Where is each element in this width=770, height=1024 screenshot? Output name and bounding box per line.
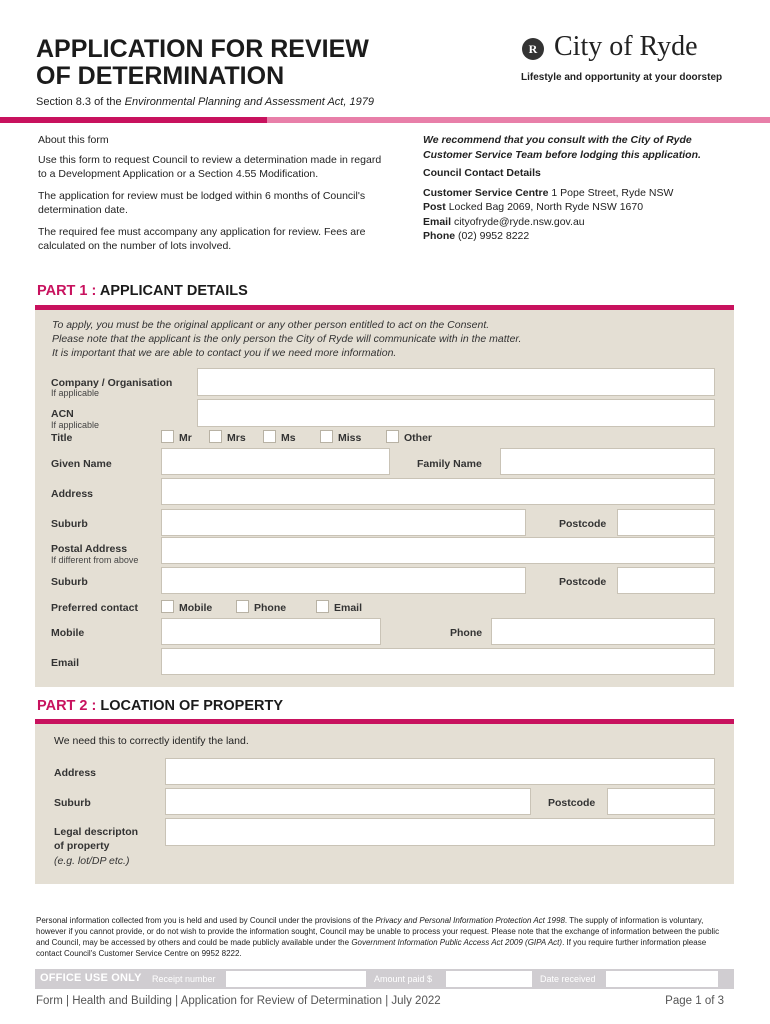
pref-email-label: Email bbox=[334, 602, 363, 614]
recommend-note: We recommend that you consult with the City of Ryde Customer Service Team before lodging this application. bbox=[423, 134, 701, 161]
mobile-label: Mobile bbox=[51, 627, 85, 639]
title-other-label: Other bbox=[404, 432, 433, 444]
address-input[interactable] bbox=[161, 478, 715, 505]
title-mr-label: Mr bbox=[179, 432, 192, 444]
title-mr-checkbox[interactable] bbox=[161, 430, 174, 443]
property-postcode-input[interactable] bbox=[607, 788, 715, 815]
company-if-applicable: If applicable bbox=[51, 388, 100, 398]
property-suburb-input[interactable] bbox=[165, 788, 531, 815]
suburb-input[interactable] bbox=[161, 509, 526, 536]
contact-post: Post Locked Bag 2069, North Ryde NSW 1670 bbox=[423, 201, 644, 213]
acn-input[interactable] bbox=[197, 399, 715, 427]
postal-postcode-input[interactable] bbox=[617, 567, 715, 594]
logo-mark-icon: R bbox=[522, 38, 544, 60]
suburb-label: Suburb bbox=[51, 518, 88, 530]
acn-if-applicable: If applicable bbox=[51, 420, 100, 430]
about-heading: About this form bbox=[38, 134, 109, 146]
amount-paid-label: Amount paid $ bbox=[374, 974, 433, 984]
property-address-label: Address bbox=[54, 767, 97, 779]
amount-paid-input[interactable] bbox=[446, 971, 532, 987]
title-ms-checkbox[interactable] bbox=[263, 430, 276, 443]
title-line-1: APPLICATION FOR REVIEW bbox=[36, 35, 369, 63]
postal-address-input[interactable] bbox=[161, 537, 715, 564]
header-band-light bbox=[267, 117, 770, 123]
pref-phone-label: Phone bbox=[254, 602, 287, 614]
postcode-label: Postcode bbox=[559, 518, 607, 530]
title-other-checkbox[interactable] bbox=[386, 430, 399, 443]
receipt-number-input[interactable] bbox=[226, 971, 366, 987]
company-input[interactable] bbox=[197, 368, 715, 396]
subtitle: Section 8.3 of the Environmental Planning and Assessment Act, 1979 bbox=[36, 96, 374, 108]
title-label: Title bbox=[51, 432, 73, 444]
about-para-2: The application for review must be lodged within 6 months of Council's determination date. bbox=[38, 189, 366, 216]
postal-postcode-label: Postcode bbox=[559, 576, 607, 588]
postal-address-label: Postal Address bbox=[51, 543, 128, 555]
postcode-input[interactable] bbox=[617, 509, 715, 536]
address-label: Address bbox=[51, 488, 94, 500]
pref-phone-checkbox[interactable] bbox=[236, 600, 249, 613]
contact-csc: Customer Service Centre 1 Pope Street, Ryde NSW bbox=[423, 186, 674, 199]
title-ms-label: Ms bbox=[281, 432, 296, 444]
privacy-notice: Personal information collected from you is held and used by Council under the provisions of the Privacy and Personal Information Protection Act 1998. The supply of information is voluntary, however if you cannot provide, or do not wish to provide the information sought, Council may be unable to process your request. Please note that the exchange of information between the public and Council, may be accessed by others and could be made publicly available under the Government Information Public Access Act 2009 (GIPA Act). If you require further information please contact Council's Customer Service Centre on 9952 8222. bbox=[36, 916, 720, 958]
family-name-label: Family Name bbox=[417, 458, 482, 470]
property-address-input[interactable] bbox=[165, 758, 715, 785]
phone-input[interactable] bbox=[491, 618, 715, 645]
part2-heading: PART 2 : LOCATION OF PROPERTY bbox=[37, 698, 283, 714]
footer-text: Form | Health and Building | Application for Review of Determination | July 2022 bbox=[36, 995, 441, 1007]
title-mrs-label: Mrs bbox=[227, 432, 246, 444]
title-miss-label: Miss bbox=[338, 432, 362, 444]
legal-description-label: Legal descripton bbox=[54, 826, 139, 838]
phone-label: Phone bbox=[450, 627, 483, 639]
logo-text: City of Ryde bbox=[554, 31, 698, 62]
about-para-1: Use this form to request Council to review a determination made in regard to a Development Application or a Section 4.55 Modification. bbox=[38, 153, 382, 180]
acn-label: ACN bbox=[51, 408, 74, 420]
page-number: Page 1 of 3 bbox=[665, 995, 724, 1007]
given-name-input[interactable] bbox=[161, 448, 390, 475]
date-received-label: Date received bbox=[540, 974, 596, 984]
date-received-input[interactable] bbox=[606, 971, 718, 987]
email-input[interactable] bbox=[161, 648, 715, 675]
pref-email-checkbox[interactable] bbox=[316, 600, 329, 613]
contact-email: Email cityofryde@ryde.nsw.gov.au bbox=[423, 215, 585, 228]
postal-if-different: If different from above bbox=[51, 555, 139, 565]
property-postcode-label: Postcode bbox=[548, 797, 596, 809]
about-section bbox=[38, 133, 383, 254]
company-label: Company / Organisation bbox=[51, 377, 173, 389]
legal-description-example: (e.g. lot/DP etc.) bbox=[54, 855, 130, 867]
email-label: Email bbox=[51, 657, 80, 669]
pref-mobile-label: Mobile bbox=[179, 602, 213, 614]
receipt-number-label: Receipt number bbox=[152, 974, 216, 984]
legal-description-label-2: of property bbox=[54, 840, 110, 852]
given-name-label: Given Name bbox=[51, 458, 112, 470]
page-title bbox=[36, 36, 476, 90]
part1-note: To apply, you must be the original applicant or any other person entitled to act on the Consent. Please note that the applicant is the only person the City of Ryde will communicate with in the matter. It is important that we are able to contact you if we need more information. bbox=[52, 319, 522, 359]
property-suburb-label: Suburb bbox=[54, 797, 91, 809]
office-use-title: OFFICE USE ONLY bbox=[40, 972, 142, 984]
header-band-dark bbox=[0, 117, 267, 123]
about-para-3: The required fee must accompany any application for review. Fees are calculated on the number of lots involved. bbox=[38, 225, 366, 252]
tagline: Lifestyle and opportunity at your doorstep bbox=[521, 72, 723, 83]
contact-phone: Phone (02) 9952 8222 bbox=[423, 230, 530, 242]
contact-section bbox=[423, 133, 743, 244]
title-mrs-checkbox[interactable] bbox=[209, 430, 222, 443]
mobile-input[interactable] bbox=[161, 618, 381, 645]
contact-heading: Council Contact Details bbox=[423, 167, 541, 179]
pref-mobile-checkbox[interactable] bbox=[161, 600, 174, 613]
part1-heading: PART 1 : APPLICANT DETAILS bbox=[37, 283, 248, 299]
act-name: Environmental Planning and Assessment Act, 1979 bbox=[124, 96, 374, 108]
title-line-2: OF DETERMINATION bbox=[36, 62, 285, 90]
part2-intro: We need this to correctly identify the land. bbox=[54, 735, 249, 747]
title-miss-checkbox[interactable] bbox=[320, 430, 333, 443]
preferred-contact-label: Preferred contact bbox=[51, 602, 138, 614]
legal-description-input[interactable] bbox=[165, 818, 715, 846]
postal-suburb-label: Suburb bbox=[51, 576, 88, 588]
family-name-input[interactable] bbox=[500, 448, 715, 475]
postal-suburb-input[interactable] bbox=[161, 567, 526, 594]
